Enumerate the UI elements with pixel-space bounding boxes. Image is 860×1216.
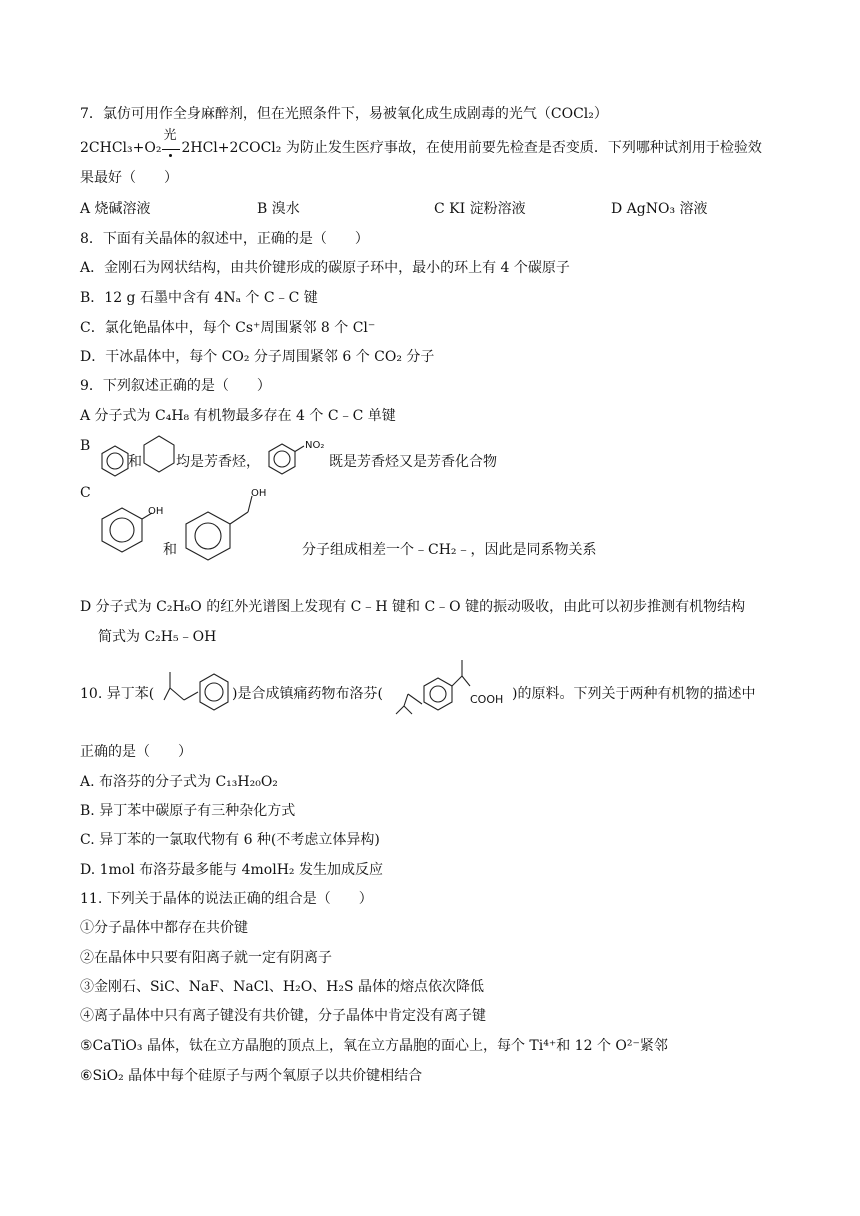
q11-item-3: ③金刚石、SiC、NaF、NaCl、H₂O、H₂S 晶体的熔点依次降低 [80,979,485,995]
q10-option-c: C. 异丁苯的一氯取代物有 6 种(不考虑立体异构) [80,832,380,848]
q9-stem: 9．下列叙述正确的是（ ） [80,378,271,394]
q10-option-d: D. 1mol 布洛芬最多能与 4molH₂ 发生加成反应 [80,862,383,878]
q8-option-c: C．氯化铯晶体中，每个 Cs⁺周围紧邻 8 个 Cl⁻ [80,320,376,336]
q10-option-b: B. 异丁苯中碳原子有三种杂化方式 [80,803,296,819]
q9-option-d-line1: D 分子式为 C₂H₆O 的红外光谱图上发现有 C﹣H 键和 C﹣O 键的振动吸收，由此可以初步推测有机物结构 [80,599,746,615]
q8-option-d: D．干冰晶体中，每个 CO₂ 分子周围紧邻 6 个 CO₂ 分子 [80,349,435,365]
q9-b-text1: 均是芳香烃， [176,454,260,470]
q7-eq-condition: 光 [163,128,177,143]
q10-option-a: A. 布洛芬的分子式为 C₁₃H₂₀O₂ [80,774,278,790]
cyclohexane-structure [142,434,176,474]
q7-eq-right: 2HCl+2COCl₂ [181,140,282,156]
q9-option-c-label: C [80,485,91,501]
benzene-structure [100,444,130,478]
q9-option-a: A 分子式为 C₄H₈ 有机物最多存在 4 个 C﹣C 单键 [80,408,396,424]
q7-stem-line1: 7．氯仿可用作全身麻醉剂，但在光照条件下，易被氧化成生成剧毒的光气（COCl₂） [80,106,608,122]
q11-item-2: ②在晶体中只要有阳离子就一定有阴离子 [80,950,332,966]
q10-stem-mid: )是合成镇痛药物布洛芬( [232,686,383,702]
q7-stem-line3: 果最好（ ） [80,170,178,186]
q8-option-b: B．12 g 石墨中含有 4Nₐ 个 C﹣C 键 [80,290,318,306]
q10-stem-line2: 正确的是（ ） [80,744,192,760]
q9-c-oh2: OH [251,488,267,499]
q9-c-and: 和 [163,542,177,558]
q7-option-a: A 烧碱溶液 [80,201,151,217]
q11-stem: 11. 下列关于晶体的说法正确的组合是（ ） [80,891,373,907]
q7-option-c: C KI 淀粉溶液 [434,201,526,217]
q7-option-d: D AgNO₃ 溶液 [611,201,708,217]
q9-c-oh1: OH [148,506,164,517]
q7-equation-line [80,128,762,158]
q9-b-and: 和 [128,454,142,470]
q11-item-1: ①分子晶体中都存在共价键 [80,920,248,936]
q9-option-d-line2: 简式为 C₂H₅﹣OH [98,629,217,645]
q7-eq-left: 2CHCl₃+O₂ [80,140,162,156]
isobutylbenzene-structure [162,664,234,724]
q9-b-text2: 既是芳香烃又是芳香化合物 [329,454,497,470]
q8-option-a: A．金刚石为网状结构，由共价键形成的碳原子环中，最小的环上有 4 个碳原子 [80,260,570,276]
q10-stem-pre: 10. 异丁苯( [80,686,155,702]
q10-stem-post: )的原料。下列关于两种有机物的描述中 [512,686,756,702]
q11-item-6: ⑥SiO₂ 晶体中每个硅原子与两个氧原子以共价键相结合 [80,1068,423,1084]
ibuprofen-structure [394,656,474,726]
q9-b-no2: NO₂ [305,440,325,451]
q10-cooh: COOH [470,693,504,706]
q11-item-5: ⑤CaTiO₃ 晶体，钛在立方晶胞的顶点上，氧在立方晶胞的面心上，每个 Ti⁴⁺和 12 个 O²⁻紧邻 [80,1038,668,1054]
q7-eq-arrow [161,128,181,158]
q7-stem-line2: 为防止发生医疗事故，在使用前要先检查是否变质．下列哪种试剂用于检验效 [281,140,762,156]
q9-c-text: 分子组成相差一个﹣CH₂﹣，因此是同系物关系 [302,542,597,558]
q7-option-b: B 溴水 [257,201,300,217]
q11-item-4: ④离子晶体中只有离子键没有共价键，分子晶体中肯定没有离子键 [80,1008,486,1024]
q8-stem: 8．下面有关晶体的叙述中，正确的是（ ） [80,231,369,247]
q9-option-b-label: B [80,438,91,454]
